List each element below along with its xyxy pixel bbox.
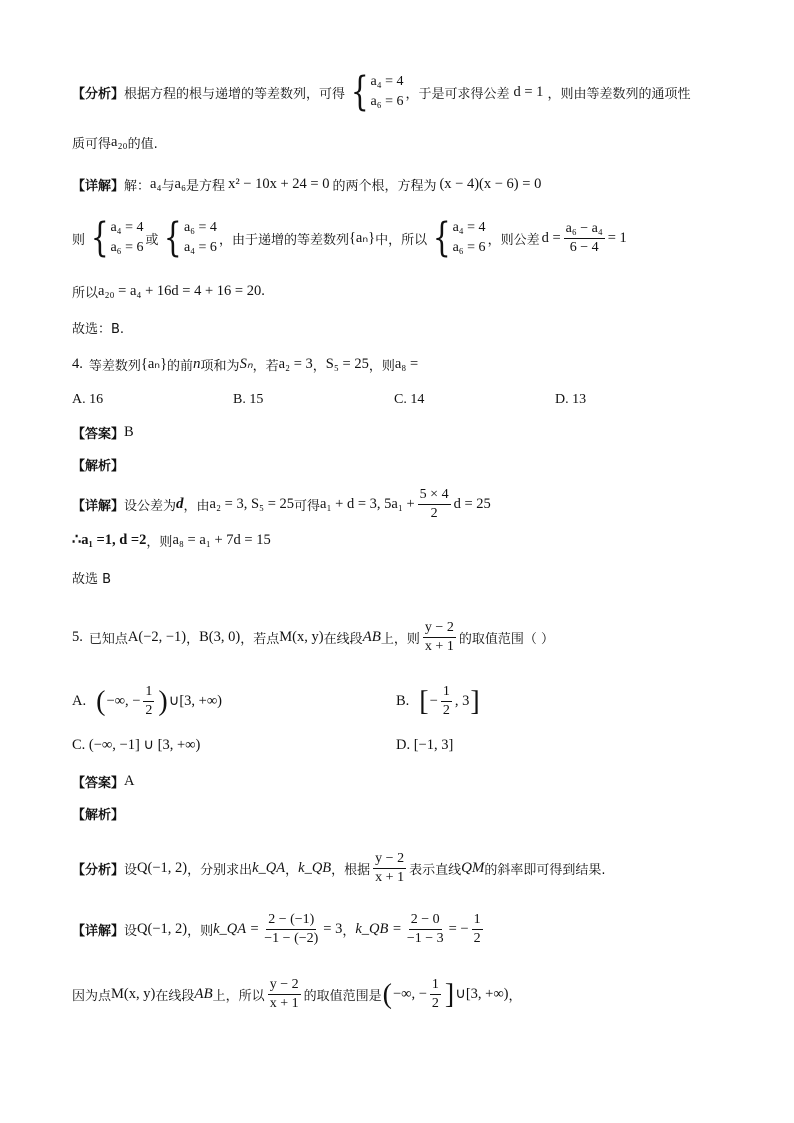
detail-text: ，则	[187, 924, 214, 939]
detail-text: 上，所以	[212, 989, 265, 1004]
answer-value: A	[124, 773, 135, 789]
detail-text: 解：	[124, 179, 151, 194]
equation-system: { a₆ = 4 a₄ = 6	[164, 215, 217, 261]
math-expr: a₂₀	[111, 134, 128, 150]
jiexi-label: 【解析】	[72, 459, 125, 474]
math-expr: d = 25	[453, 496, 491, 512]
numerator: 1	[430, 977, 441, 995]
math-expr: S₅ = 25	[325, 356, 369, 372]
stem-text: 等差数列	[88, 359, 141, 374]
denominator: 2	[145, 703, 153, 718]
analysis-text: 根据方程的根与递增的等差数列，可得	[124, 86, 346, 102]
detail-text: ，	[508, 989, 522, 1004]
numerator: 1	[441, 684, 452, 702]
detail-text: 在线段	[155, 989, 195, 1004]
s3-cases-line	[72, 215, 734, 261]
denominator: 2	[442, 703, 450, 718]
q4-answer	[72, 423, 734, 442]
sys-line: a₆ = 6	[370, 94, 404, 109]
stem-text: 已知点	[88, 632, 128, 647]
s3-choice	[72, 318, 734, 337]
fraction	[268, 977, 301, 1012]
detail-text: 的取值范围是	[303, 989, 382, 1004]
denominator: −1 − (−2)	[264, 931, 319, 946]
math-expr: k_QB =	[355, 921, 402, 937]
math-expr: {aₙ}	[140, 356, 168, 372]
stem-text: ，	[186, 632, 200, 647]
analysis-label: 【分析】	[72, 863, 125, 878]
math-expr: Q(−1, 2)	[137, 921, 188, 937]
q5-option-b: B. [ − $\frac{1}{2}$ , 3 ]	[396, 684, 480, 718]
q5-analysis	[72, 851, 734, 886]
analysis-text: ，分别求出	[187, 863, 253, 878]
q5-detail	[72, 912, 734, 947]
answer-value: B	[124, 424, 134, 440]
analysis-text: 表示直线	[409, 863, 462, 878]
math-var: AB	[362, 629, 381, 645]
stem-text: 上，则	[380, 632, 420, 647]
math-expr: d =	[541, 229, 561, 246]
math-var: n	[193, 356, 201, 372]
stem-text: ，	[312, 359, 326, 374]
sys-line: a₄ = 4	[110, 220, 144, 235]
math-expr: M(x, y)	[111, 986, 156, 1002]
q4-therefore	[72, 531, 734, 550]
equation-system: { a₄ = 4 a₆ = 6	[90, 215, 144, 261]
denominator: x + 1	[424, 639, 454, 654]
math-var: QM	[461, 860, 485, 876]
detail-text: 的两个根，方程为	[332, 179, 437, 194]
detail-text: ，由于递增的等差数列	[218, 232, 349, 248]
math-expr: −∞, −	[106, 693, 141, 709]
stem-text: ，若点	[240, 632, 280, 647]
detail-text: 设	[124, 924, 138, 939]
detail-text: 或	[145, 232, 159, 248]
detail-text: ，则	[146, 535, 173, 550]
q5-conclusion: 因为点 M(x, y) 在线段 AB 上，所以 $\frac{y - 2}{x + 1}$ 的取值范围是 ( −∞, − $\frac{1}{2}$ ] ∪ [3, +∞) ，	[72, 977, 522, 1011]
option-text: D. [−1, 3]	[396, 737, 454, 753]
fraction	[373, 851, 406, 886]
choice-text: 故选：B.	[72, 322, 125, 337]
analysis-text: 设	[124, 863, 138, 878]
question-number: 5.	[72, 629, 83, 645]
option-label: A.	[72, 693, 87, 709]
numerator: 1	[143, 684, 154, 702]
detail-text: 设公差为	[124, 499, 177, 514]
denominator: 2	[430, 506, 438, 521]
sys-line: a₄ = 6	[183, 240, 217, 255]
stem-text: ，则	[368, 359, 395, 374]
equation-system: { a₄ = 4 a₆ = 6	[432, 215, 486, 261]
math-expr: a₈ =	[394, 356, 419, 372]
option-d: D. 13	[555, 392, 587, 407]
jiexi-label: 【解析】	[72, 808, 125, 823]
answer-label: 【答案】	[72, 776, 125, 791]
option-b: B. 15	[233, 392, 264, 407]
fraction	[441, 684, 452, 719]
fraction	[423, 620, 456, 655]
math-expr: x² − 10x + 24 = 0	[228, 176, 330, 192]
math-expr: [3, +∞)	[465, 986, 509, 1002]
math-expr: (x − 4)(x − 6) = 0	[439, 176, 542, 192]
sys-line: a₆ = 4	[183, 220, 217, 235]
denominator: 6 − 4	[569, 239, 599, 255]
q5-jiexi	[72, 804, 734, 823]
numerator: 1	[472, 912, 483, 930]
math-expr: a₂ = 3, S₅ = 25	[209, 496, 295, 512]
q5-option-c	[72, 737, 200, 754]
fraction	[418, 487, 451, 522]
detail-text: ，由	[183, 499, 210, 514]
s3-analysis-line1	[72, 69, 734, 115]
stem-text: ，若	[252, 359, 279, 374]
math-expr: a₂₀ = a₄ + 16d = 4 + 16 = 20	[98, 283, 262, 299]
math-expr: a₈ = a₁ + 7d = 15	[172, 532, 271, 548]
stem-text: 的取值范围（ ）	[458, 632, 554, 647]
math-expr: = 1	[607, 229, 627, 246]
math-expr: ∴a₁ =1, d =2	[72, 532, 147, 548]
math-expr: B(3, 0)	[199, 629, 241, 645]
equation-system: { a₄ = 4 a₆ = 6	[350, 69, 404, 115]
analysis-text: ，	[285, 863, 299, 878]
denominator: 2	[473, 931, 481, 946]
detail-text: 因为点	[72, 989, 112, 1004]
s3-analysis-line2	[72, 133, 734, 152]
denominator: x + 1	[269, 996, 299, 1011]
detail-label: 【详解】	[72, 924, 125, 939]
fraction	[405, 912, 446, 947]
analysis-text: 的斜率即可得到结果.	[484, 863, 606, 878]
stem-text: 项和为	[200, 359, 240, 374]
s3-result-line	[72, 282, 734, 301]
sys-line: a₆ = 6	[110, 240, 144, 255]
analysis-text: 质可得	[72, 137, 112, 152]
math-expr: Q(−1, 2)	[137, 860, 188, 876]
math-expr: a₆	[174, 176, 187, 192]
math-expr: −	[429, 693, 438, 709]
answer-label: 【答案】	[72, 427, 125, 442]
math-expr: , 3	[454, 693, 470, 709]
q5-option-a: A. ( −∞, − $\frac{1}{2}$ ) ∪ [3, +∞)	[72, 684, 223, 718]
math-expr: d = 1	[513, 83, 544, 100]
fraction	[564, 221, 605, 256]
math-expr: a₂ = 3	[278, 356, 313, 372]
fraction	[143, 684, 154, 719]
denominator: x + 1	[375, 870, 405, 885]
detail-label: 【详解】	[72, 499, 125, 514]
math-var: d	[176, 496, 184, 512]
math-expr: k_QA	[252, 860, 286, 876]
math-expr: k_QA =	[213, 921, 260, 937]
math-expr: −∞, −	[392, 986, 427, 1002]
stem-text: 的前	[167, 359, 194, 374]
math-expr: M(x, y)	[279, 629, 324, 645]
numerator: 2 − 0	[409, 912, 442, 930]
option-c: C. 14	[394, 392, 425, 407]
numerator: 5 × 4	[418, 487, 451, 505]
math-expr: [3, +∞)	[179, 693, 223, 709]
option-label: B.	[396, 693, 410, 709]
denominator: −1 − 3	[406, 931, 444, 946]
math-expr: .	[261, 283, 265, 299]
detail-text: 中，所以	[375, 232, 428, 248]
sys-line: a₆ = 6	[452, 240, 486, 255]
fraction	[430, 977, 441, 1012]
q4-detail	[72, 487, 734, 522]
q4-choice	[72, 568, 734, 587]
detail-text: 是方程	[186, 179, 226, 194]
q4-options	[72, 392, 734, 408]
detail-text: ，则公差	[487, 232, 540, 248]
numerator: y − 2	[373, 851, 406, 869]
analysis-text: ，于是可求得公差	[405, 86, 510, 102]
q5-answer	[72, 772, 734, 791]
math-expr: {aₙ}	[348, 229, 376, 246]
math-expr: Sₙ	[239, 356, 253, 372]
numerator: 2 − (−1)	[266, 912, 316, 930]
detail-text: ，	[342, 924, 356, 939]
analysis-text: ，根据	[331, 863, 371, 878]
question-number: 4.	[72, 356, 83, 372]
math-expr: k_QB	[298, 860, 332, 876]
denominator: 2	[431, 996, 439, 1011]
math-expr: A(−2, −1)	[127, 629, 187, 645]
s3-detail-line	[72, 175, 734, 194]
fraction	[262, 912, 320, 947]
q5-option-d	[396, 737, 453, 754]
detail-text: 与	[161, 179, 175, 194]
option-text: C. (−∞, −1] ∪ [3, +∞)	[72, 737, 201, 753]
fraction	[472, 912, 483, 947]
math-expr: a₁ + d = 3, 5a₁ +	[320, 496, 415, 512]
math-expr: a₄	[150, 176, 162, 192]
analysis-label: 【分析】	[72, 86, 125, 102]
stem-text: 在线段	[323, 632, 363, 647]
math-expr: = 3	[323, 921, 343, 937]
math-expr: = −	[448, 921, 469, 937]
detail-label: 【详解】	[72, 179, 125, 194]
q4-stem	[72, 355, 734, 374]
sys-line: a₄ = 4	[370, 74, 404, 89]
q4-jiexi	[72, 455, 734, 474]
detail-text: 所以	[72, 286, 99, 301]
numerator: y − 2	[268, 977, 301, 995]
detail-text: 则	[72, 232, 86, 248]
analysis-text: 的值.	[127, 137, 158, 152]
numerator: y − 2	[423, 620, 456, 638]
q5-stem	[72, 620, 734, 655]
analysis-text: ，则由等差数列的通项性	[547, 86, 691, 102]
math-var: AB	[194, 986, 213, 1002]
numerator: a₆ − a₄	[564, 221, 605, 239]
choice-text: 故选 B	[72, 572, 112, 587]
option-a: A. 16	[72, 392, 104, 407]
detail-text: 可得	[294, 499, 321, 514]
sys-line: a₄ = 4	[452, 220, 486, 235]
